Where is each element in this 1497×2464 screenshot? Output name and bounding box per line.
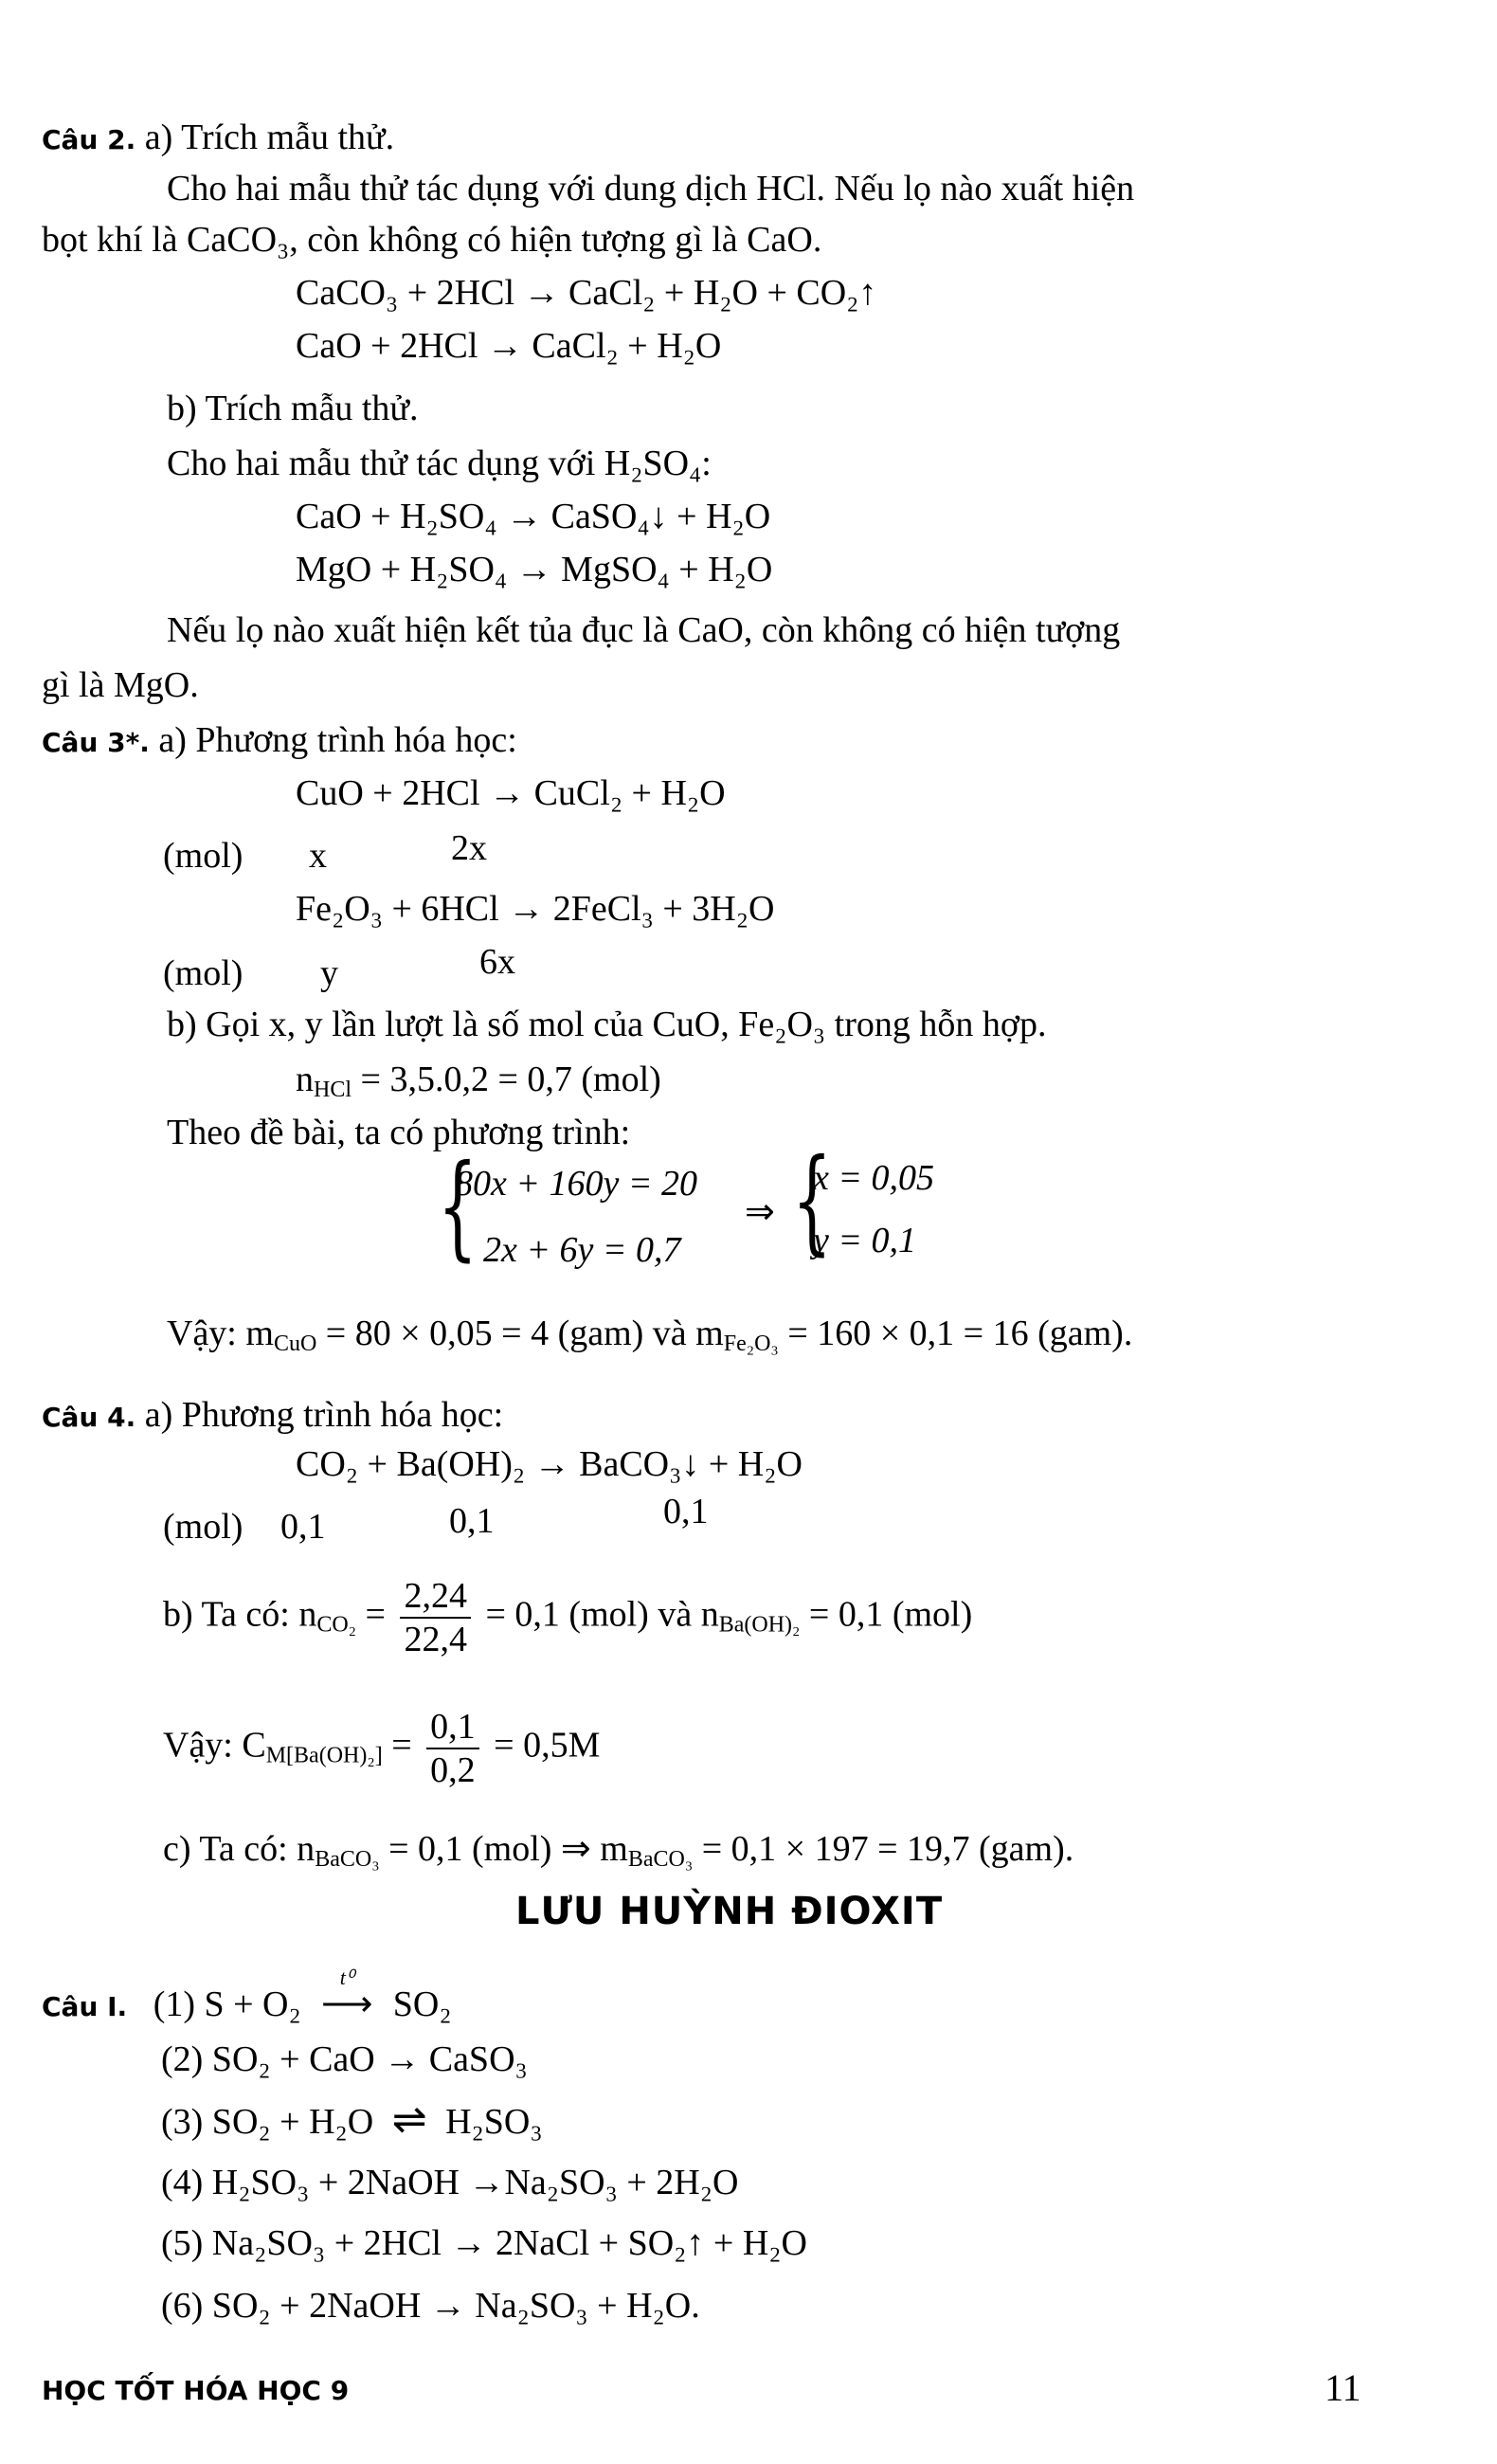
- s1-r4: (4) H₂SO₃ + 2NaOH →Na₂SO₃ + 2H₂O: [161, 2163, 739, 2202]
- q4-b-den: 22,4: [404, 1620, 467, 1659]
- q3-eq1: CuO + 2HCl → CuCl₂ + H₂O: [296, 773, 726, 813]
- q2-b-title: b) Trích mẫu thử.: [167, 389, 419, 428]
- q3-conclusion: [167, 1312, 1132, 1355]
- q4-b-rest: = 0,1 (mol) và n: [485, 1594, 719, 1635]
- q3-mol2-label: (mol): [163, 953, 243, 993]
- q3-nhcl-sub: HCl: [314, 1078, 352, 1102]
- q2-b-line2: Nếu lọ nào xuất hiện kết tủa đục là CaO, còn không có hiện tượng: [167, 610, 1121, 650]
- q3-nhcl-value: = 3,5.0,2 = 0,7 (mol): [360, 1060, 661, 1099]
- q3-sys2: 2x + 6y = 0,7: [483, 1230, 681, 1270]
- page-number: 11: [1325, 2366, 1362, 2409]
- q3-mol2-6x: 6x: [479, 942, 515, 982]
- q4-c-num: 0,1: [426, 1706, 479, 1749]
- q2-b-line1: Cho hai mẫu thử tác dụng với H₂SO₄:: [167, 444, 712, 483]
- q3-conclusion-mid: = 80 × 0,05 = 4 (gam) và m: [325, 1314, 724, 1353]
- q4-c-pre: Vậy: C: [163, 1725, 266, 1766]
- q3-nhcl-symbol: n: [296, 1060, 314, 1099]
- q3-mol1-x: x: [309, 836, 327, 876]
- q3-nhcl-line: [296, 1058, 661, 1101]
- heat-arrow: t⁰ ⟶: [310, 1983, 384, 2026]
- q4-eq: CO₂ + Ba(OH)₂ → BaCO₃↓ + H₂O: [296, 1444, 803, 1484]
- q3-res1: x = 0,05: [813, 1158, 935, 1198]
- s1-r1-pre: (1) S + O₂: [153, 1984, 301, 2024]
- q4-c-rest: = 0,5M: [494, 1725, 601, 1766]
- result-brace-left: {: [792, 1135, 832, 1267]
- q2-label: Câu 2.: [42, 124, 136, 155]
- s1-r1-post: SO₂: [392, 1984, 452, 2024]
- q3-b-line1: b) Gọi x, y lần lượt là số mol của CuO, Fe₂O₃ trong hỗn hợp.: [167, 1005, 1047, 1044]
- s1-r3-pre: (3) SO₂ + H₂O: [161, 2102, 374, 2142]
- q4-b-rest2: = 0,1 (mol): [808, 1594, 973, 1635]
- q3-line-a: [42, 718, 517, 765]
- q3-implies: ⇒: [745, 1192, 775, 1232]
- q4-mol-label: (mol): [163, 1507, 243, 1547]
- q4-label: Câu 4.: [42, 1402, 136, 1433]
- q3-conclusion-pre: Vậy: m: [167, 1314, 274, 1353]
- q3-conclusion-post: = 160 × 0,1 = 16 (gam).: [787, 1314, 1133, 1353]
- q2-a-line1: Cho hai mẫu thử tác dụng với dung dịch HCl. Nếu lọ nào xuất hiện: [167, 169, 1135, 208]
- q4-d-pre: c) Ta có: n: [163, 1829, 316, 1869]
- s1-r3-post: H₂SO₃: [445, 2102, 543, 2142]
- footer-book-title: HỌC TỐT HÓA HỌC 9: [42, 2375, 350, 2406]
- q4-d-sub: BaCO₃: [315, 1847, 380, 1872]
- q2-a-title: a) Trích mẫu thử.: [144, 118, 395, 157]
- q3-mol1-2x: 2x: [451, 828, 487, 868]
- q4-b-sub: CO₂: [316, 1612, 357, 1638]
- q3-res2: y = 0,1: [813, 1221, 917, 1260]
- q4-line-a: [42, 1393, 503, 1440]
- q4-c-sub: M[Ba(OH)₂]: [265, 1743, 383, 1768]
- q2-b-eq2: MgO + H₂SO₄ → MgSO₄ + H₂O: [296, 550, 773, 589]
- q3-conclusion-sub2: Fe₂O₃: [723, 1332, 779, 1356]
- q4-d-sub2: BaCO₃: [627, 1847, 694, 1872]
- q4-b-fraction: [400, 1575, 471, 1660]
- q2-b-line3: gì là MgO.: [42, 665, 199, 705]
- q4-b-num: 2,24: [400, 1575, 471, 1619]
- q3-eq2: Fe₂O₃ + 6HCl → 2FeCl₃ + 3H₂O: [296, 889, 775, 929]
- q3-conclusion-sub1: CuO: [273, 1332, 317, 1356]
- s1-r2: (2) SO₂ + CaO → CaSO₃: [161, 2039, 528, 2079]
- s1-line-1: [42, 1966, 452, 2029]
- q3-label: Câu 3*.: [42, 727, 150, 758]
- q4-mol-2: 0,1: [449, 1501, 495, 1541]
- q2-b-eq1: CaO + H₂SO₄ → CaSO₄↓ + H₂O: [296, 497, 771, 536]
- s1-label: Câu I.: [42, 1991, 128, 2022]
- q3-a-title: a) Phương trình hóa học:: [158, 720, 517, 760]
- q4-mol-1: 0,1: [280, 1507, 326, 1547]
- q4-c-den: 0,2: [430, 1750, 476, 1790]
- q3-b-line2: Theo đề bài, ta có phương trình:: [167, 1113, 631, 1152]
- s1-r6: (6) SO₂ + 2NaOH → Na₂SO₃ + H₂O.: [161, 2286, 700, 2326]
- system-brace-left: {: [438, 1141, 478, 1273]
- q3-sys1: 80x + 160y = 20: [455, 1164, 698, 1204]
- q4-c-line: Vậy: $C_{M[Ba(OH)_2]}$ = $\frac{0,1}{0,2}$ = 0,5M: [163, 1707, 601, 1790]
- q4-c-fraction: [426, 1706, 479, 1791]
- q3-mol2-y: y: [320, 953, 338, 993]
- s1-r3-line: [161, 2098, 543, 2144]
- q3-mol1-label: (mol): [163, 836, 243, 876]
- q4-mol-3: 0,1: [663, 1492, 709, 1531]
- q2-a-eq1: CaCO₃ + 2HCl → CaCl₂ + H₂O + CO₂↑: [296, 273, 877, 313]
- q2-a-eq2: CaO + 2HCl → CaCl₂ + H₂O: [296, 326, 722, 366]
- q4-b-line: b) Ta có: $n_{CO_2}$ = $\frac{2,24}{22,4}$ = 0,1 (mol) và $n_{Ba(OH)_2} = 0,1$ (mol): [163, 1576, 973, 1659]
- q4-d-line: [163, 1827, 1073, 1871]
- equilibrium-arrow-icon: ⇌: [391, 2096, 427, 2143]
- s1-r5: (5) Na₂SO₃ + 2HCl → 2NaCl + SO₂↑ + H₂O: [161, 2223, 807, 2263]
- q2-line-a: [42, 116, 394, 162]
- q4-d-rest: = 0,1 × 197 = 19,7 (gam).: [701, 1829, 1074, 1869]
- q2-a-line2: bọt khí là CaCO₃, còn không có hiện tượng gì là CaO.: [42, 220, 822, 260]
- q4-d-mid: = 0,1 (mol) ⇒ m: [388, 1829, 628, 1869]
- heat-condition: t⁰: [339, 1966, 354, 1989]
- section-title: LƯU HUỲNH ĐIOXIT: [515, 1890, 944, 1933]
- q4-b-sub2: Ba(OH)₂: [718, 1612, 801, 1638]
- q4-b-pre: b) Ta có: n: [163, 1594, 317, 1635]
- q4-a-title: a) Phương trình hóa học:: [144, 1395, 504, 1435]
